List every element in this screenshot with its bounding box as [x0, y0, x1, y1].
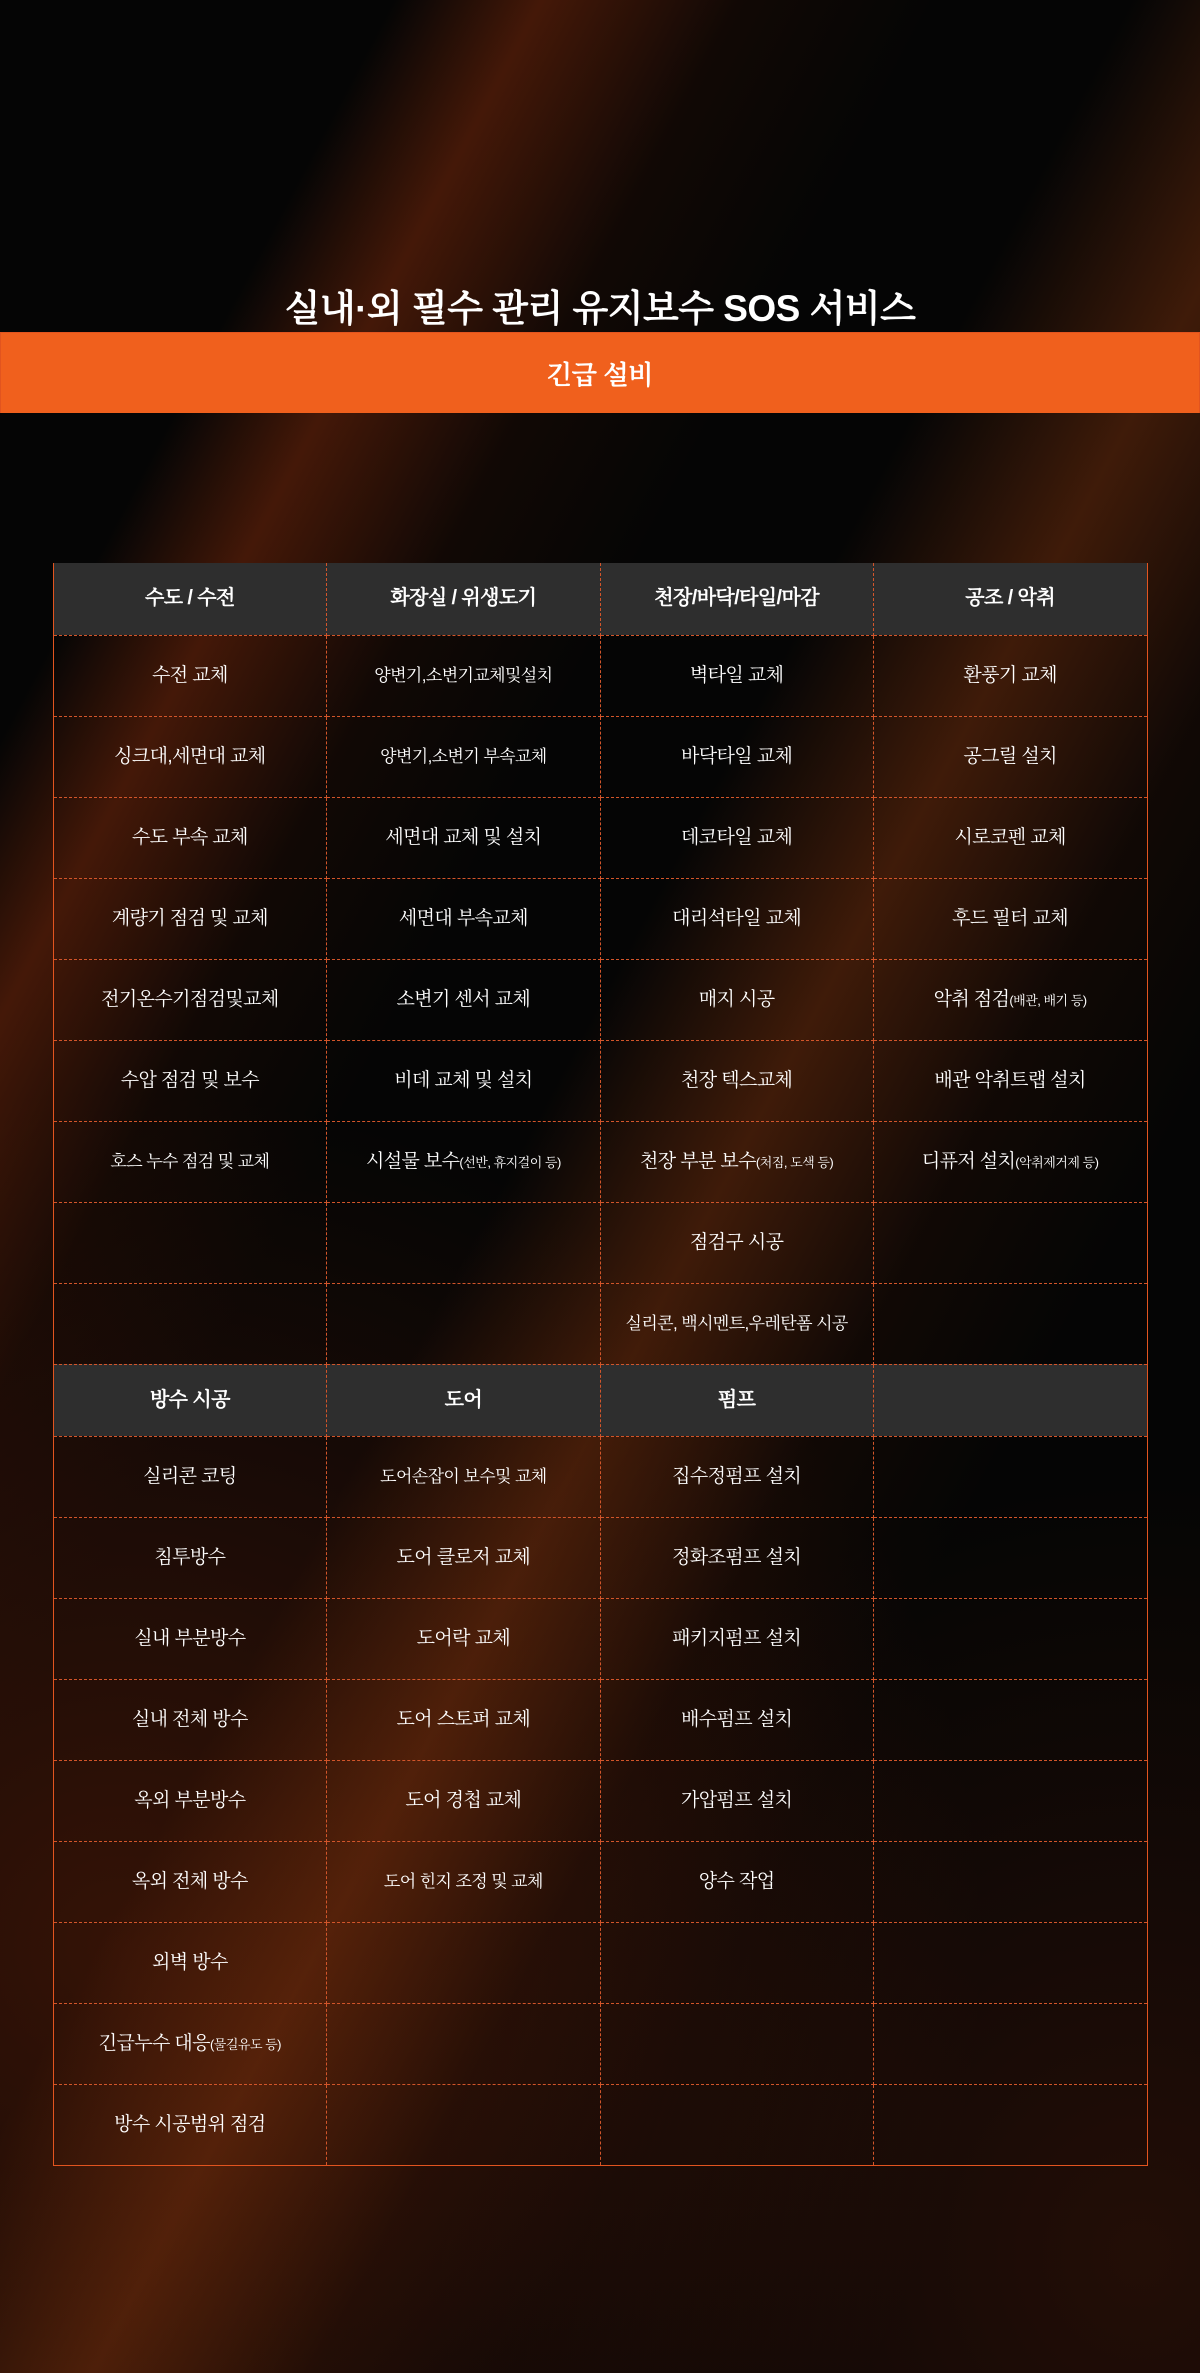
service-cell: 배관 악취트랩 설치 [873, 1040, 1146, 1121]
service-cell-empty [54, 1283, 327, 1364]
table-header-row [54, 1364, 1147, 1436]
service-cell: 데코타일 교체 [600, 797, 873, 878]
service-cell: 도어 클로저 교체 [327, 1517, 600, 1598]
service-cell-empty [327, 2084, 600, 2165]
service-cell: 옥외 부분방수 [54, 1760, 327, 1841]
service-cell: 배수펌프 설치 [600, 1679, 873, 1760]
table-row [54, 1841, 1147, 1922]
cell-main-text: 긴급누수 대응 [98, 2032, 210, 2054]
service-cell: 양변기,소변기교체및설치 [327, 635, 600, 716]
cell-note-text: (처짐, 도색 등) [755, 1154, 834, 1170]
service-cell: 수압 점검 및 보수 [54, 1040, 327, 1121]
table-row [54, 959, 1147, 1040]
service-cell [600, 1121, 873, 1202]
cell-main-text: 디퓨저 설치 [921, 1150, 1016, 1172]
service-cell: 실내 전체 방수 [54, 1679, 327, 1760]
service-cell: 비데 교체 및 설치 [327, 1040, 600, 1121]
service-cell: 점검구 시공 [600, 1202, 873, 1283]
service-cell: 침투방수 [54, 1517, 327, 1598]
column-header: 방수 시공 [54, 1364, 327, 1436]
service-cell: 후드 필터 교체 [873, 878, 1146, 959]
service-cell-empty [873, 1436, 1146, 1517]
service-cell-empty [873, 1760, 1146, 1841]
service-cell: 정화조펌프 설치 [600, 1517, 873, 1598]
service-cell: 실내 부분방수 [54, 1598, 327, 1679]
service-cell-empty [327, 2003, 600, 2084]
service-cell-empty [600, 1922, 873, 2003]
service-cell: 매지 시공 [600, 959, 873, 1040]
title-section [0, 0, 1200, 332]
service-cell: 벽타일 교체 [600, 635, 873, 716]
service-cell-empty [600, 2084, 873, 2165]
service-cell-empty [873, 1841, 1146, 1922]
table-row [54, 1517, 1147, 1598]
service-cell: 도어손잡이 보수및 교체 [327, 1436, 600, 1517]
service-cell-empty [327, 1283, 600, 1364]
service-cell: 도어 스토퍼 교체 [327, 1679, 600, 1760]
table-row [54, 1679, 1147, 1760]
section-band-emergency: 긴급 설비 [0, 332, 1200, 413]
service-cell-empty [600, 2003, 873, 2084]
service-cell-empty [873, 1598, 1146, 1679]
service-cell-empty [873, 2084, 1146, 2165]
service-cell: 바닥타일 교체 [600, 716, 873, 797]
service-cell [873, 1121, 1146, 1202]
table-row [54, 716, 1147, 797]
service-cell: 수도 부속 교체 [54, 797, 327, 878]
column-header: 수도 / 수전 [54, 563, 327, 635]
service-cell [873, 959, 1146, 1040]
table-row [54, 2003, 1147, 2084]
service-cell: 실리콘, 백시멘트,우레탄폼 시공 [600, 1283, 873, 1364]
service-cell: 계량기 점검 및 교체 [54, 878, 327, 959]
table-header-row [54, 563, 1147, 635]
column-header-empty [873, 1364, 1146, 1436]
service-cell: 집수정펌프 설치 [600, 1436, 873, 1517]
table-row [54, 2084, 1147, 2165]
service-cell-empty [873, 2003, 1146, 2084]
table-row [54, 797, 1147, 878]
service-cell-empty [873, 1202, 1146, 1283]
service-cell: 싱크대,세면대 교체 [54, 716, 327, 797]
service-cell: 천장 텍스교체 [600, 1040, 873, 1121]
column-header: 화장실 / 위생도기 [327, 563, 600, 635]
cell-note-text: (물길유도 등) [209, 2036, 282, 2052]
service-cell [54, 2003, 327, 2084]
service-cell: 패키지펌프 설치 [600, 1598, 873, 1679]
cell-note-text: (배관, 배기 등) [1009, 992, 1087, 1008]
service-cell: 호스 누수 점검 및 교체 [54, 1121, 327, 1202]
service-cell: 시로코펜 교체 [873, 797, 1146, 878]
table-row [54, 1760, 1147, 1841]
service-cell: 외벽 방수 [54, 1922, 327, 2003]
table-row [54, 878, 1147, 959]
cell-main-text: 악취 점검 [933, 988, 1010, 1010]
service-cell-empty [873, 1517, 1146, 1598]
service-cell: 가압펌프 설치 [600, 1760, 873, 1841]
services-table-wrap [53, 563, 1148, 2166]
services-table [54, 563, 1147, 2165]
cell-main-text: 시설물 보수 [365, 1150, 460, 1172]
service-cell: 옥외 전체 방수 [54, 1841, 327, 1922]
service-cell: 공그릴 설치 [873, 716, 1146, 797]
service-cell: 수전 교체 [54, 635, 327, 716]
service-cell-empty [873, 1679, 1146, 1760]
service-cell-empty [873, 1922, 1146, 2003]
table-row [54, 635, 1147, 716]
column-header: 도어 [327, 1364, 600, 1436]
service-cell: 전기온수기점검및교체 [54, 959, 327, 1040]
table-row [54, 1598, 1147, 1679]
table-row [54, 1040, 1147, 1121]
service-cell [327, 1121, 600, 1202]
column-header: 공조 / 악취 [873, 563, 1146, 635]
page-title: 실내·외 필수 관리 유지보수 SOS 서비스 [284, 288, 916, 329]
service-cell: 세면대 부속교체 [327, 878, 600, 959]
table-row [54, 1121, 1147, 1202]
table-row [54, 1283, 1147, 1364]
table-row [54, 1202, 1147, 1283]
service-cell: 세면대 교체 및 설치 [327, 797, 600, 878]
service-cell: 대리석타일 교체 [600, 878, 873, 959]
table-row [54, 1922, 1147, 2003]
service-cell: 양변기,소변기 부속교체 [327, 716, 600, 797]
cell-main-text: 천장 부분 보수 [640, 1150, 756, 1172]
service-cell-empty [327, 1202, 600, 1283]
service-cell-empty [54, 1202, 327, 1283]
service-cell: 소변기 센서 교체 [327, 959, 600, 1040]
service-cell-empty [327, 1922, 600, 2003]
service-cell: 양수 작업 [600, 1841, 873, 1922]
service-cell: 도어 경첩 교체 [327, 1760, 600, 1841]
column-header: 천장/바닥/타일/마감 [600, 563, 873, 635]
cell-note-text: (선반, 휴지걸이 등) [459, 1154, 561, 1170]
service-cell: 방수 시공범위 점검 [54, 2084, 327, 2165]
table-row [54, 1436, 1147, 1517]
service-cell-empty [873, 1283, 1146, 1364]
service-cell: 실리콘 코팅 [54, 1436, 327, 1517]
service-cell: 환풍기 교체 [873, 635, 1146, 716]
column-header: 펌프 [600, 1364, 873, 1436]
cell-note-text: (악취제거제 등) [1015, 1154, 1099, 1170]
service-cell: 도어락 교체 [327, 1598, 600, 1679]
service-cell: 도어 힌지 조정 및 교체 [327, 1841, 600, 1922]
